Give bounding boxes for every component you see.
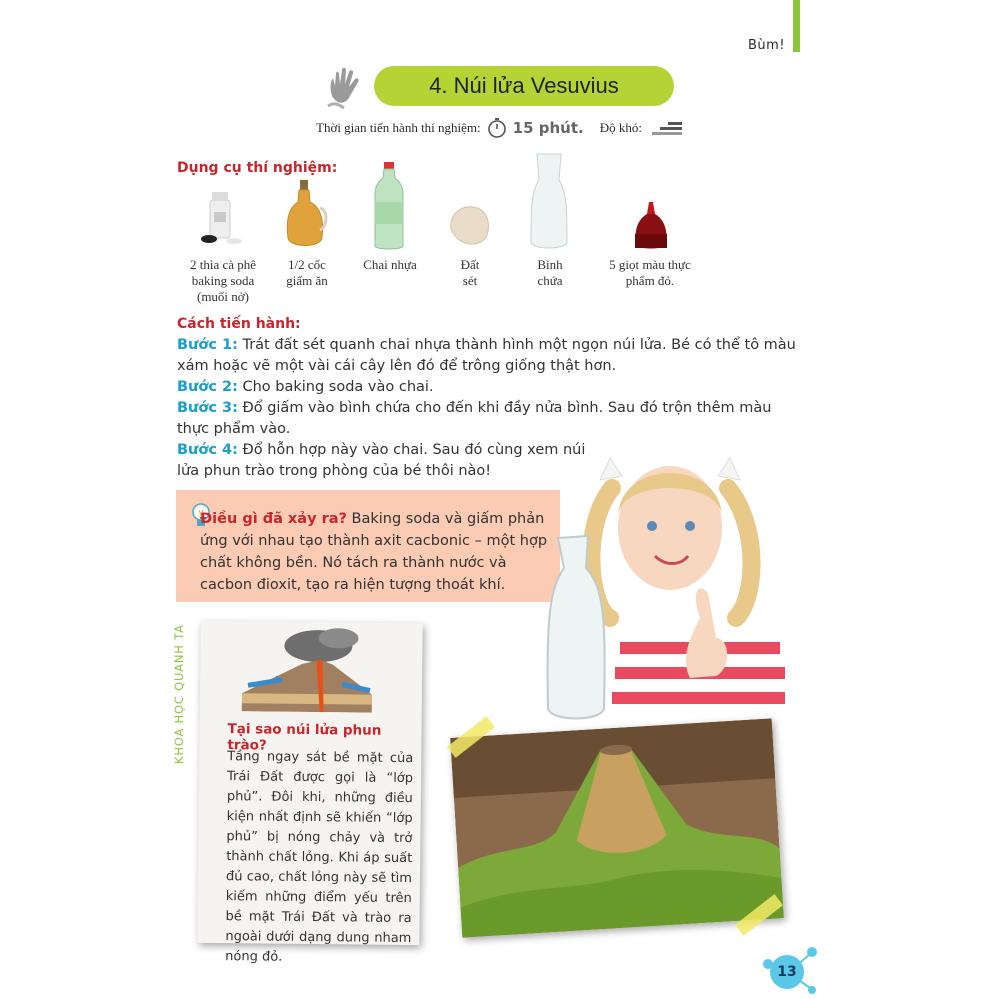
volcano-model-image	[450, 718, 784, 937]
equipment-label: 1/2 cốc giấm ăn	[286, 257, 328, 288]
volcano-model-photo	[450, 718, 784, 937]
step-2: Bước 2: Cho baking soda vào chai.	[177, 379, 434, 395]
equipment-label: Đất sét	[460, 257, 480, 288]
equipment-label: 5 giọt màu thực phẩm đỏ.	[609, 257, 691, 288]
series-side-label: KHOA HỌC QUANH TA	[172, 624, 186, 764]
hand-icon	[324, 66, 368, 110]
equipment-label: 2 thìa cà phê baking soda (muối nở)	[189, 257, 257, 304]
duration-value: 15 phút.	[512, 119, 584, 137]
volcano-facts-card	[197, 621, 422, 965]
header-accent-bar	[793, 0, 800, 52]
step-4: Bước 4: Đổ hỗn hợp này vào chai. Sau đó cùng xem núi lửa phun trào trong phòng của bé thôi nào!	[177, 442, 586, 479]
girl-holding-carafe-photo	[540, 418, 798, 732]
clock-icon	[487, 118, 507, 138]
equipment-label: Bình chứa	[537, 257, 563, 288]
explanation-text: Điều gì đã xảy ra? Baking soda và giấm phản ứng với nhau tạo thành axit cacbonic – một hợp chất không bền. Nó tách ra thành nước và cacbon đioxit, tạo ra hiện tượng thoát khí.	[200, 511, 548, 593]
card-title: Tại sao núi lửa phun trào?	[227, 721, 382, 754]
plastic-bottle-image	[371, 160, 407, 254]
volcano-diagram-image	[242, 623, 393, 713]
difficulty-label: Độ khó:	[599, 120, 642, 135]
baking-soda-jar-image	[196, 186, 248, 248]
glass-carafe-image	[529, 152, 569, 252]
step-1: Bước 1: Trát đất sét quanh chai nhựa thành hình một ngọn núi lửa. Bé có thể tô màu xám hoặc vẽ một vài cái cây lên đó để trông giống thật hơn.	[177, 337, 796, 374]
clay-ball-image	[445, 203, 493, 249]
procedure-heading: Cách tiến hành:	[177, 316, 301, 332]
food-coloring-bottle-image	[633, 200, 669, 252]
step-3: Bước 3: Đổ giấm vào bình chứa cho đến khi đầy nửa bình. Sau đó trộn thêm màu thực phẩm vào.	[177, 400, 772, 437]
time-label: Thời gian tiến hành thí nghiệm:	[316, 120, 481, 135]
page-number: 13	[770, 955, 804, 989]
difficulty-bars-icon	[652, 122, 682, 135]
experiment-meta	[316, 118, 682, 138]
card-text: Tầng ngay sát bề mặt của Trái Đất được gọi là “lớp phủ”. Đôi khi, những điều kiện nhất định sẽ khiến “lớp phủ” bị nóng chảy và trở thành chất lỏng. Khi áp suất đủ cao, chất lỏng này sẽ tìm kiếm những điểm yếu trên bề mặt Trái Đất và trào ra ngoài dưới dạng dung nham nóng đỏ.	[225, 749, 414, 965]
equipment-heading: Dụng cụ thí nghiệm:	[177, 160, 338, 176]
page-title: 4. Núi lửa Vesuvius	[374, 66, 674, 106]
equipment-label: Chai nhựa	[363, 257, 417, 272]
explanation-box	[176, 490, 560, 602]
vinegar-bottle-image	[282, 178, 328, 252]
section-name: Bùm!	[748, 38, 786, 53]
